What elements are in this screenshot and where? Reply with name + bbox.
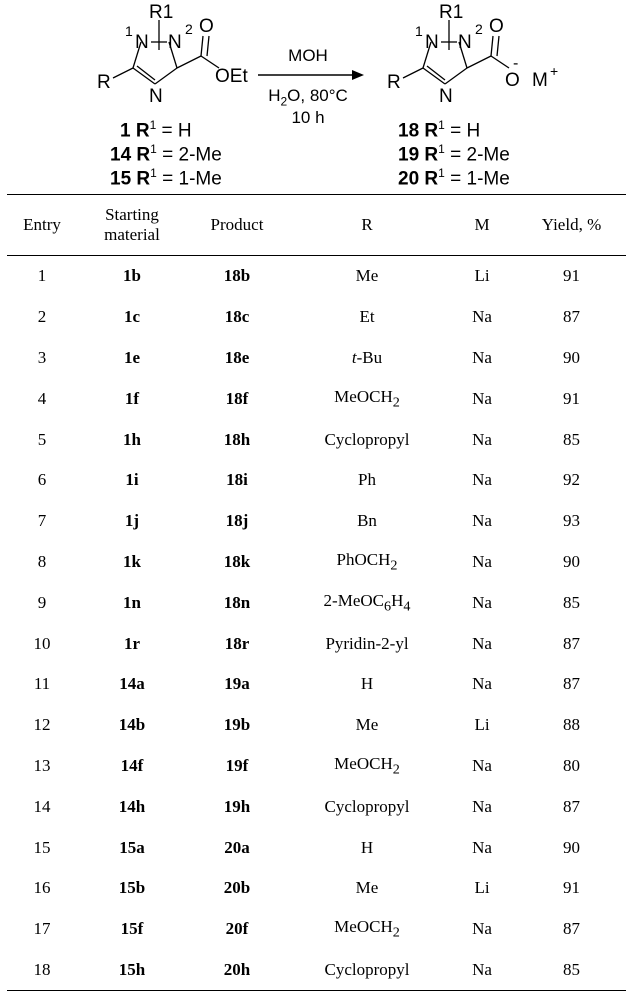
cell-product: 18b xyxy=(223,266,251,286)
cell-m: Na xyxy=(472,755,492,775)
cell-yield: 90 xyxy=(563,551,580,571)
cell-yield: 87 xyxy=(563,307,580,327)
reactant-n1-atom: N xyxy=(135,32,149,53)
cell-starting-material: 1i xyxy=(125,470,139,490)
cell-starting-material: 14h xyxy=(118,796,146,816)
cell-yield: 85 xyxy=(563,592,580,612)
cell-entry: 13 xyxy=(33,755,51,775)
table-row xyxy=(7,827,626,868)
cell-m: Li xyxy=(474,266,490,286)
header-product: Product xyxy=(187,195,287,256)
cell-yield: 92 xyxy=(563,470,580,490)
cell-product: 18k xyxy=(223,551,251,571)
header-yield: Yield, % xyxy=(517,195,626,256)
header-r: R xyxy=(287,195,447,256)
product-n1-locant: 1 xyxy=(415,23,423,39)
product-anion-charge: - xyxy=(513,55,519,72)
table-row xyxy=(7,664,626,705)
header-m: M xyxy=(447,195,517,256)
cell-starting-material: 1j xyxy=(124,511,140,531)
cell-r-group: Cyclopropyl xyxy=(324,796,410,816)
product-n2-locant: 2 xyxy=(475,21,483,37)
cell-entry: 8 xyxy=(37,551,47,571)
table-row xyxy=(7,338,626,379)
reagent-label: MOH xyxy=(288,46,328,65)
cell-yield: 93 xyxy=(563,511,580,531)
solvent-temperature-label: $H_2O$, 80°C xyxy=(268,86,348,109)
cell-yield: 85 xyxy=(563,429,580,449)
cell-starting-material: 15b xyxy=(118,878,146,898)
cell-m: Na xyxy=(472,551,492,571)
table-body xyxy=(7,256,626,991)
product-cation-charge: + xyxy=(550,63,559,79)
cell-entry: 15 xyxy=(33,837,51,857)
cell-m: Na xyxy=(447,950,517,991)
cell-r-group: Cyclopropyl xyxy=(324,429,410,449)
cell-starting-material: 1f xyxy=(124,388,140,408)
reactant-structure xyxy=(95,0,255,112)
cell-m: Na xyxy=(472,919,492,939)
product-n2-atom: N xyxy=(458,32,472,53)
cell-product: 18c xyxy=(224,307,250,327)
cell-entry: 10 xyxy=(33,633,51,653)
header-starting-material: Starting material xyxy=(77,195,187,256)
table-row xyxy=(7,542,626,583)
product-compound-19: 19 $R^1 = 2-Me$ xyxy=(398,142,510,166)
cell-entry: 7 xyxy=(37,511,47,531)
cell-r-group: Cyclopropyl xyxy=(287,950,447,991)
product-r1-label: R1 xyxy=(439,2,464,23)
cell-entry: 17 xyxy=(33,919,51,939)
cell-starting-material: 14a xyxy=(119,674,145,694)
cell-product: 20b xyxy=(223,878,251,898)
cell-m: Na xyxy=(472,592,492,612)
cell-starting-material: 1r xyxy=(123,633,141,653)
cell-yield: 80 xyxy=(563,755,580,775)
cell-yield: 87 xyxy=(563,674,580,694)
cell-entry: 2 xyxy=(37,307,47,327)
cell-starting-material: 15h xyxy=(77,950,187,991)
cell-r-group: H xyxy=(360,837,374,857)
cell-entry: 14 xyxy=(33,796,51,816)
reactant-compound-1: 1 $R^1 = H$ xyxy=(120,118,192,142)
cell-entry: 12 xyxy=(33,715,51,735)
cell-starting-material: 1e xyxy=(123,347,141,367)
reaction-scheme xyxy=(0,0,631,192)
table-row xyxy=(7,501,626,542)
cell-entry: 6 xyxy=(37,470,47,490)
product-compound-20: 20 $R^1 = 1-Me$ xyxy=(398,166,510,190)
cell-product: 18i xyxy=(226,470,248,490)
cell-r-group: MeOCH$_2$ xyxy=(334,916,400,941)
cell-m: Na xyxy=(472,347,492,367)
product-compound-18: 18 $R^1 = H$ xyxy=(398,118,481,142)
cell-r-group: H xyxy=(360,674,374,694)
header-entry: Entry xyxy=(7,195,77,256)
cell-starting-material: 14f xyxy=(120,755,144,775)
cell-r-group: Et xyxy=(359,307,375,327)
cell-r-group: Me xyxy=(355,878,379,898)
cell-product: 18r xyxy=(224,633,250,653)
cell-product: 20h xyxy=(187,950,287,991)
table-row xyxy=(7,256,626,297)
cell-product: 19h xyxy=(223,796,251,816)
product-structure xyxy=(385,0,575,112)
cell-m: Na xyxy=(472,633,492,653)
cell-m: Na xyxy=(472,429,492,449)
cell-product: 18f xyxy=(225,388,249,408)
reactant-compound-14: 14 $R^1 = 2-Me$ xyxy=(110,142,222,166)
cell-entry: 5 xyxy=(37,429,47,449)
cell-r-group: Me xyxy=(355,266,379,286)
cell-product: 18h xyxy=(223,429,251,449)
cell-yield: 87 xyxy=(563,796,580,816)
cell-yield: 85 xyxy=(517,950,626,991)
cell-product: 18j xyxy=(225,511,249,531)
table-row xyxy=(7,378,626,419)
reactant-r1-label: R1 xyxy=(149,2,174,23)
cell-product: 18e xyxy=(224,347,250,367)
table-row xyxy=(7,909,626,950)
table-header-row xyxy=(7,195,626,256)
cell-product: 18n xyxy=(223,592,251,612)
reactant-r-label: R xyxy=(97,72,111,93)
cell-starting-material: 1n xyxy=(123,592,141,612)
product-n4-atom: N xyxy=(439,86,453,107)
cell-product: 19a xyxy=(224,674,250,694)
table-row xyxy=(7,582,626,623)
cell-r-group: Bn xyxy=(357,511,377,531)
table-row xyxy=(7,786,626,827)
product-n1-atom: N xyxy=(425,32,439,53)
table-row xyxy=(7,746,626,787)
cell-yield: 90 xyxy=(563,347,580,367)
reactant-n2-atom: N xyxy=(168,32,182,53)
cell-m: Na xyxy=(472,388,492,408)
cell-yield: 88 xyxy=(563,715,580,735)
cell-entry: 11 xyxy=(33,674,51,694)
cell-r-group: MeOCH$_2$ xyxy=(334,386,400,410)
cell-starting-material: 14b xyxy=(118,715,146,735)
cell-r-group: PhOCH$_2$ xyxy=(336,549,398,574)
product-carbonyl-o: O xyxy=(489,16,504,37)
cell-yield: 87 xyxy=(563,633,580,653)
table-row xyxy=(7,623,626,664)
cell-starting-material: 1b xyxy=(123,266,141,286)
cell-starting-material: 1k xyxy=(123,551,141,571)
cell-yield: 91 xyxy=(563,878,580,898)
cell-starting-material: 15a xyxy=(119,837,145,857)
time-label: 10 h xyxy=(291,108,325,127)
reactant-n1-locant: 1 xyxy=(125,23,133,39)
cell-m: Na xyxy=(472,837,492,857)
cell-yield: 91 xyxy=(563,388,580,408)
reactant-ester-label: OEt xyxy=(215,66,248,87)
cell-m: Na xyxy=(472,674,492,694)
cell-yield: 87 xyxy=(563,919,580,939)
cell-entry: 3 xyxy=(37,347,47,367)
cell-starting-material: 1h xyxy=(123,429,141,449)
cell-r-group: Me xyxy=(355,715,379,735)
cell-entry: 4 xyxy=(37,388,47,408)
product-cation-m: M xyxy=(532,70,548,91)
cell-starting-material: 1c xyxy=(123,307,141,327)
product-anion-o: O xyxy=(505,70,520,91)
cell-r-group: t-Bu xyxy=(351,347,383,367)
cell-r-group: MeOCH$_2$ xyxy=(334,753,400,778)
table-row xyxy=(7,419,626,460)
cell-yield: 90 xyxy=(563,837,580,857)
cell-entry: 16 xyxy=(33,878,51,898)
cell-entry: 1 xyxy=(37,266,47,286)
yield-table xyxy=(7,194,626,991)
reactant-carbonyl-o: O xyxy=(199,16,214,37)
cell-r-group: Pyridin-2-yl xyxy=(325,633,409,653)
table-row xyxy=(7,460,626,501)
cell-m: Li xyxy=(474,715,490,735)
cell-entry: 9 xyxy=(37,592,47,612)
table-row xyxy=(7,950,626,991)
cell-product: 20f xyxy=(225,919,249,939)
cell-m: Na xyxy=(472,470,492,490)
cell-m: Li xyxy=(474,878,490,898)
reaction-arrow xyxy=(256,68,366,82)
cell-starting-material: 15f xyxy=(120,919,144,939)
table-row xyxy=(7,297,626,338)
cell-entry: 18 xyxy=(7,950,77,991)
cell-m: Na xyxy=(472,307,492,327)
cell-product: 19b xyxy=(223,715,251,735)
table-row xyxy=(7,705,626,746)
cell-product: 20a xyxy=(224,837,250,857)
table-row xyxy=(7,868,626,909)
cell-r-group: Ph xyxy=(358,470,376,490)
reactant-n2-locant: 2 xyxy=(185,21,193,37)
cell-r-group: $2-MeOC_6H_4$ xyxy=(323,590,411,614)
reactant-compound-15: 15 $R^1 = 1-Me$ xyxy=(110,166,222,190)
cell-m: Na xyxy=(472,511,492,531)
cell-m: Na xyxy=(472,796,492,816)
reactant-n4-atom: N xyxy=(149,86,163,107)
cell-yield: 91 xyxy=(563,266,580,286)
product-r-label: R xyxy=(387,72,401,93)
cell-product: 19f xyxy=(225,755,249,775)
